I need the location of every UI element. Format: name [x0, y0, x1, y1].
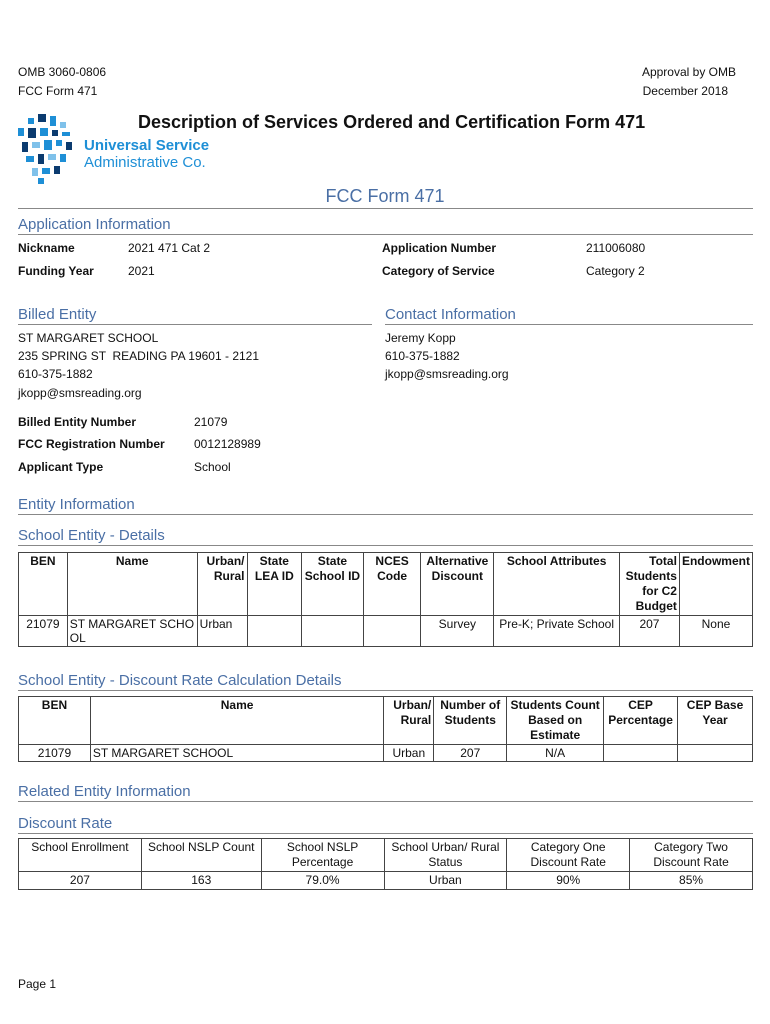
col-state-lea: State LEA ID	[247, 553, 302, 616]
category-label: Category of Service	[382, 264, 495, 278]
contact-email: jkopp@smsreading.org	[385, 367, 509, 381]
col-nslp-count: School NSLP Count	[141, 839, 261, 872]
col-endowment: Endowment	[679, 553, 752, 616]
related-heading: Related Entity Information	[18, 783, 191, 800]
app-number-value: 211006080	[586, 241, 646, 255]
col-ben: BEN	[19, 697, 91, 745]
col-cat2-discount: Category Two Discount Rate	[630, 839, 753, 872]
school-details-table	[18, 552, 753, 647]
col-nces: NCES Code	[363, 553, 421, 616]
col-urban-rural: Urban/ Rural	[384, 697, 434, 745]
cell-attributes: Pre-K; Private School	[494, 616, 620, 647]
col-estimate: Students Count Based on Estimate	[507, 697, 604, 745]
table-header-row	[19, 697, 753, 745]
col-nslp-percentage: School NSLP Percentage	[261, 839, 384, 872]
cell-ben: 21079	[19, 616, 68, 647]
ben-value: 21079	[194, 415, 228, 429]
funding-year-label: Funding Year	[18, 264, 94, 278]
cell-estimate: N/A	[507, 745, 604, 762]
cell-cep-base-year	[678, 745, 753, 762]
discount-calc-divider	[18, 690, 753, 691]
application-heading: Application Information	[18, 216, 171, 233]
applicant-type-label: Applicant Type	[18, 460, 104, 474]
discount-rate-table	[18, 838, 753, 890]
cell-enrollment: 207	[19, 872, 142, 890]
col-attributes: School Attributes	[494, 553, 620, 616]
billed-entity-email: jkopp@smsreading.org	[18, 386, 142, 400]
cell-alt-discount: Survey	[421, 616, 494, 647]
cell-state-lea	[247, 616, 302, 647]
col-cep-percentage: CEP Percentage	[604, 697, 678, 745]
table-header-row	[19, 839, 753, 872]
billed-entity-divider	[18, 324, 372, 325]
cell-cep-percentage	[604, 745, 678, 762]
col-total-students: Total Students for C2 Budget	[620, 553, 680, 616]
funding-year-value: 2021	[128, 264, 155, 278]
col-cat1-discount: Category One Discount Rate	[507, 839, 630, 872]
contact-name: Jeremy Kopp	[385, 331, 456, 345]
billed-entity-address: 235 SPRING ST READING PA 19601 - 2121	[18, 349, 260, 363]
form-subtitle: FCC Form 471	[325, 186, 445, 206]
entity-info-divider	[18, 514, 753, 515]
cell-state-school	[302, 616, 364, 647]
school-details-divider	[18, 545, 753, 546]
cell-total-students: 207	[620, 616, 680, 647]
contact-heading: Contact Information	[385, 306, 516, 323]
billed-entity-phone: 610-375-1882	[18, 367, 93, 381]
page-number: Page 1	[18, 977, 57, 991]
app-number-label: Application Number	[382, 241, 497, 255]
nickname-label: Nickname	[18, 241, 75, 255]
discount-rate-divider	[18, 833, 753, 834]
col-state-school: State School ID	[302, 553, 364, 616]
contact-phone: 610-375-1882	[385, 349, 460, 363]
title-divider	[18, 208, 753, 209]
form-name: FCC Form 471	[18, 84, 98, 98]
logo-line1: Universal Service	[84, 137, 210, 154]
col-name: Name	[90, 697, 383, 745]
nickname-value: 2021 471 Cat 2	[128, 241, 211, 255]
school-details-heading: School Entity - Details	[18, 527, 165, 544]
table-row	[19, 616, 753, 647]
col-cep-base-year: CEP Base Year	[678, 697, 753, 745]
cell-urban-rural: Urban	[197, 616, 247, 647]
cell-endowment: None	[679, 616, 752, 647]
discount-calc-table	[18, 696, 753, 762]
col-alt-discount: Alternative Discount	[421, 553, 494, 616]
cell-nslp-percentage: 79.0%	[261, 872, 384, 890]
frn-value: 0012128989	[194, 437, 261, 451]
cell-num-students: 207	[434, 745, 507, 762]
col-enrollment: School Enrollment	[19, 839, 142, 872]
discount-rate-heading: Discount Rate	[18, 815, 113, 832]
cell-cat1-discount: 90%	[507, 872, 630, 890]
cell-name: ST MARGARET SCHO OL	[67, 616, 197, 647]
cell-nslp-count: 163	[141, 872, 261, 890]
logo-line2: Administrative Co.	[84, 154, 206, 171]
page-title: Description of Services Ordered and Certification Form 471	[138, 112, 646, 132]
billed-entity-heading: Billed Entity	[18, 306, 97, 323]
col-name: Name	[67, 553, 197, 616]
approval-date: December 2018	[642, 84, 728, 98]
contact-divider	[385, 324, 753, 325]
frn-label: FCC Registration Number	[18, 437, 165, 451]
table-header-row	[19, 553, 753, 616]
cell-nces	[363, 616, 421, 647]
related-divider	[18, 801, 753, 802]
table-row	[19, 872, 753, 890]
col-urban-rural-status: School Urban/ Rural Status	[384, 839, 507, 872]
entity-info-heading: Entity Information	[18, 496, 135, 513]
cell-urban-rural: Urban	[384, 745, 434, 762]
usac-logo-icon	[16, 114, 80, 184]
billed-entity-name: ST MARGARET SCHOOL	[18, 331, 159, 345]
cell-cat2-discount: 85%	[630, 872, 753, 890]
cell-urban-rural-status: Urban	[384, 872, 507, 890]
col-urban-rural: Urban/ Rural	[197, 553, 247, 616]
ben-label: Billed Entity Number	[18, 415, 137, 429]
application-divider	[18, 234, 753, 235]
omb-number: OMB 3060-0806	[18, 65, 107, 79]
category-value: Category 2	[586, 264, 645, 278]
applicant-type-value: School	[194, 460, 231, 474]
discount-calc-heading: School Entity - Discount Rate Calculation Details	[18, 672, 342, 689]
col-ben: BEN	[19, 553, 68, 616]
table-row	[19, 745, 753, 762]
approval-text: Approval by OMB	[641, 65, 736, 79]
cell-ben: 21079	[19, 745, 91, 762]
col-num-students: Number of Students	[434, 697, 507, 745]
cell-name: ST MARGARET SCHOOL	[90, 745, 383, 762]
